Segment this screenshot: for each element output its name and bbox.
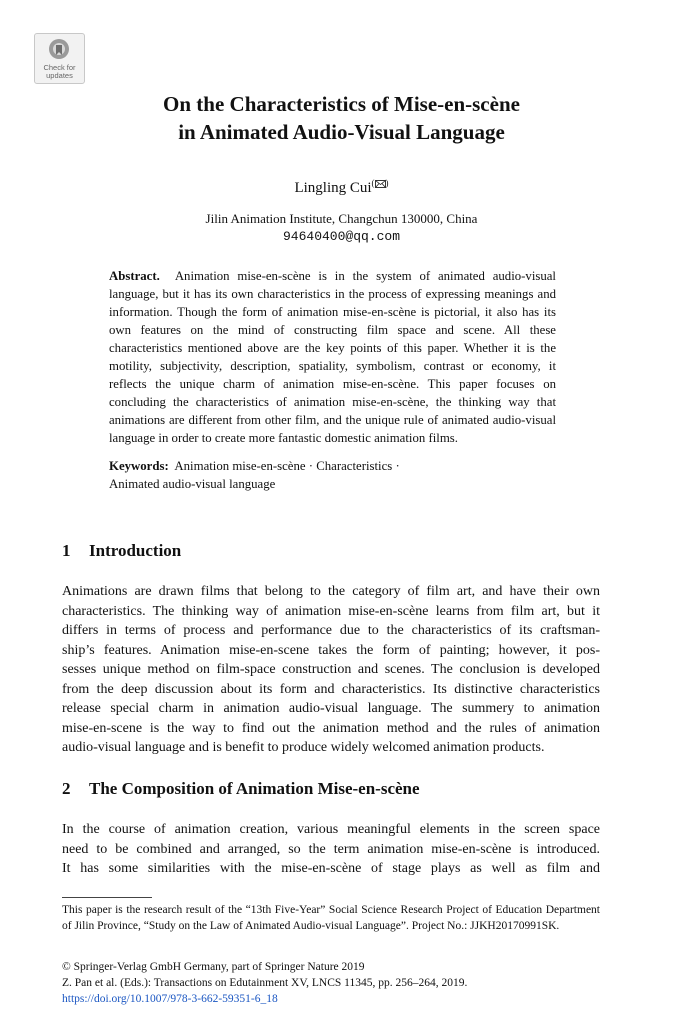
section-1-paragraph xyxy=(62,582,600,758)
badge-text-line2: updates xyxy=(46,71,73,80)
citation-line: Z. Pan et al. (Eds.): Transactions on Edutainment XV, LNCS 11345, pp. 256–264, 2019. xyxy=(62,977,468,989)
badge-text-line1: Check for xyxy=(43,63,76,72)
text-line: need to be combined and arranged, so the term animation mise-en-scène is introduced. xyxy=(62,841,600,857)
footnote: This paper is the research result of the “13th Five-Year” Social Science Research Project of Education Department of Jilin Province, “Study on the Law of Animated Audio-visual Language”. Project No.: JJKH20170991SK. xyxy=(62,904,600,932)
section-heading-introduction xyxy=(62,541,181,561)
author-line xyxy=(0,178,683,197)
author-name: Lingling Cui xyxy=(294,180,372,196)
text-line: In the course of animation creation, various meaningful elements in the screen space xyxy=(62,822,600,837)
section-number: 1 xyxy=(62,541,71,560)
paper-title xyxy=(60,90,623,146)
text-line: release special charm in animation audio-visual language. The summery to animation xyxy=(62,701,600,716)
section-number: 2 xyxy=(62,779,71,798)
text-line: Animations are drawn films that belong to the category of film art, and have their own xyxy=(62,584,600,599)
title-line-2: in Animated Audio-Visual Language xyxy=(178,120,505,144)
abstract xyxy=(109,267,556,447)
envelope-icon xyxy=(375,180,386,188)
section-2-paragraph xyxy=(62,820,600,879)
keyword-item: Animation mise-en-scène xyxy=(174,459,306,473)
corresponding-author-marker: ( ) xyxy=(371,178,389,188)
section-heading-composition xyxy=(62,779,420,799)
text-line: differs in terms of process and performance due to the characteristics of its craftsman- xyxy=(62,623,600,638)
keyword-item: Animated audio-visual language xyxy=(109,477,276,491)
copyright-block xyxy=(62,959,622,1007)
text-line: It has some similarities with the mise-en-scène of stage plays as well as film and xyxy=(62,861,600,876)
text-line: characteristics. The thinking way of animation mise-en-scène learns from film art, but it xyxy=(62,603,600,619)
text-line: mise-en-scene is the way to find out the animation method and the rules of animation xyxy=(62,720,600,736)
abstract-text: Animation mise-en-scène is in the system of animated audio-visual language, but it has its own characteristics in the process of expressing meanings and information. Though the form of animation mise-en-scène is pictorial, it also has its own features on the mind of constructing film space and scene. All these characteristics mentioned above are the key points of this paper. Whether it is the motility, subjectivity, description, spatiality, symbolism, contrast or economy, it reflects the unique charm of animation mise-en-scène. This paper focuses on concluding the characteristics of animation mise-en-scène, the thinking way that animations are different from other film, and the unique rule of animated audio-visual language in order to create more fantastic domestic animation films. xyxy=(109,269,556,445)
author-email[interactable]: 94640400@qq.com xyxy=(282,229,401,244)
abstract-label: Abstract. xyxy=(109,269,160,283)
doi-link[interactable]: https://doi.org/10.1007/978-3-662-59351-6_18 xyxy=(62,993,278,1005)
section-title: The Composition of Animation Mise-en-scène xyxy=(89,779,420,798)
footnote-divider xyxy=(62,897,152,898)
text-line: sesses unique method on film-space construction and scenes. The conclusion is developed xyxy=(62,662,600,677)
affiliation: Jilin Animation Institute, Changchun 130000, China xyxy=(205,211,478,226)
bookmark-ribbon-icon xyxy=(48,38,70,60)
text-line: audio-visual language and is benefit to produce widely welcomed animation products. xyxy=(62,740,545,755)
copyright-line: © Springer-Verlag GmbH Germany, part of Springer Nature 2019 xyxy=(62,961,365,973)
keywords: Keywords: Animation mise-en-scène · Characteristics · Animated audio-visual language xyxy=(109,459,400,491)
text-line: ship’s features. Animation mise-en-scene takes the form of painting; however, it pos- xyxy=(62,642,600,658)
keyword-item: Characteristics xyxy=(316,459,393,473)
keywords-label: Keywords: xyxy=(109,459,169,473)
title-line-1: On the Characteristics of Mise-en-scène xyxy=(163,92,520,116)
text-line: from the deep discussion about its form and characteristics. Its distinctive characteristics xyxy=(62,681,600,697)
section-title: Introduction xyxy=(89,541,182,560)
check-for-updates-badge[interactable] xyxy=(34,33,85,84)
